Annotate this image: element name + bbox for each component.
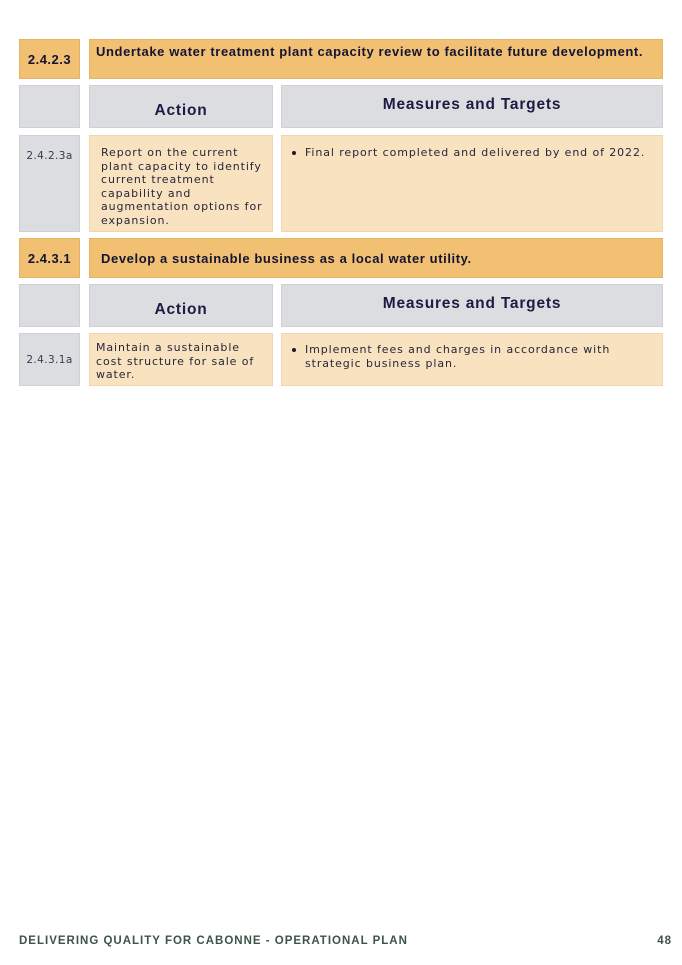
section-code: 2.4.2.3 — [19, 39, 80, 79]
measures-cell — [281, 135, 663, 232]
action-column-header: Action — [89, 85, 273, 128]
header-spacer-cell — [19, 85, 80, 128]
page-number: 48 — [657, 935, 672, 947]
action-column-header: Action — [89, 284, 273, 327]
action-text: Report on the current plant capacity to identify current treatment capability and augmentation options for expansion. — [89, 135, 273, 232]
row-code: 2.4.2.3a — [19, 135, 80, 232]
measures-list — [288, 146, 654, 160]
action-text: Maintain a sustainable cost structure for sale of water. — [89, 333, 273, 386]
measure-item: Final report completed and delivered by end of 2022. — [288, 146, 654, 160]
section-title: Undertake water treatment plant capacity review to facilitate future development. — [89, 39, 663, 79]
header-spacer-cell — [19, 284, 80, 327]
section-code: 2.4.3.1 — [19, 238, 80, 278]
measures-column-header: Measures and Targets — [281, 85, 663, 128]
measures-list — [288, 343, 632, 370]
row-code: 2.4.3.1a — [19, 333, 80, 386]
measure-item: Implement fees and charges in accordance with strategic business plan. — [288, 343, 632, 370]
measures-cell — [281, 333, 663, 386]
measures-column-header: Measures and Targets — [281, 284, 663, 327]
footer-title: DELIVERING QUALITY FOR CABONNE - OPERATIONAL PLAN — [19, 935, 408, 947]
section-title: Develop a sustainable business as a local water utility. — [89, 238, 663, 278]
